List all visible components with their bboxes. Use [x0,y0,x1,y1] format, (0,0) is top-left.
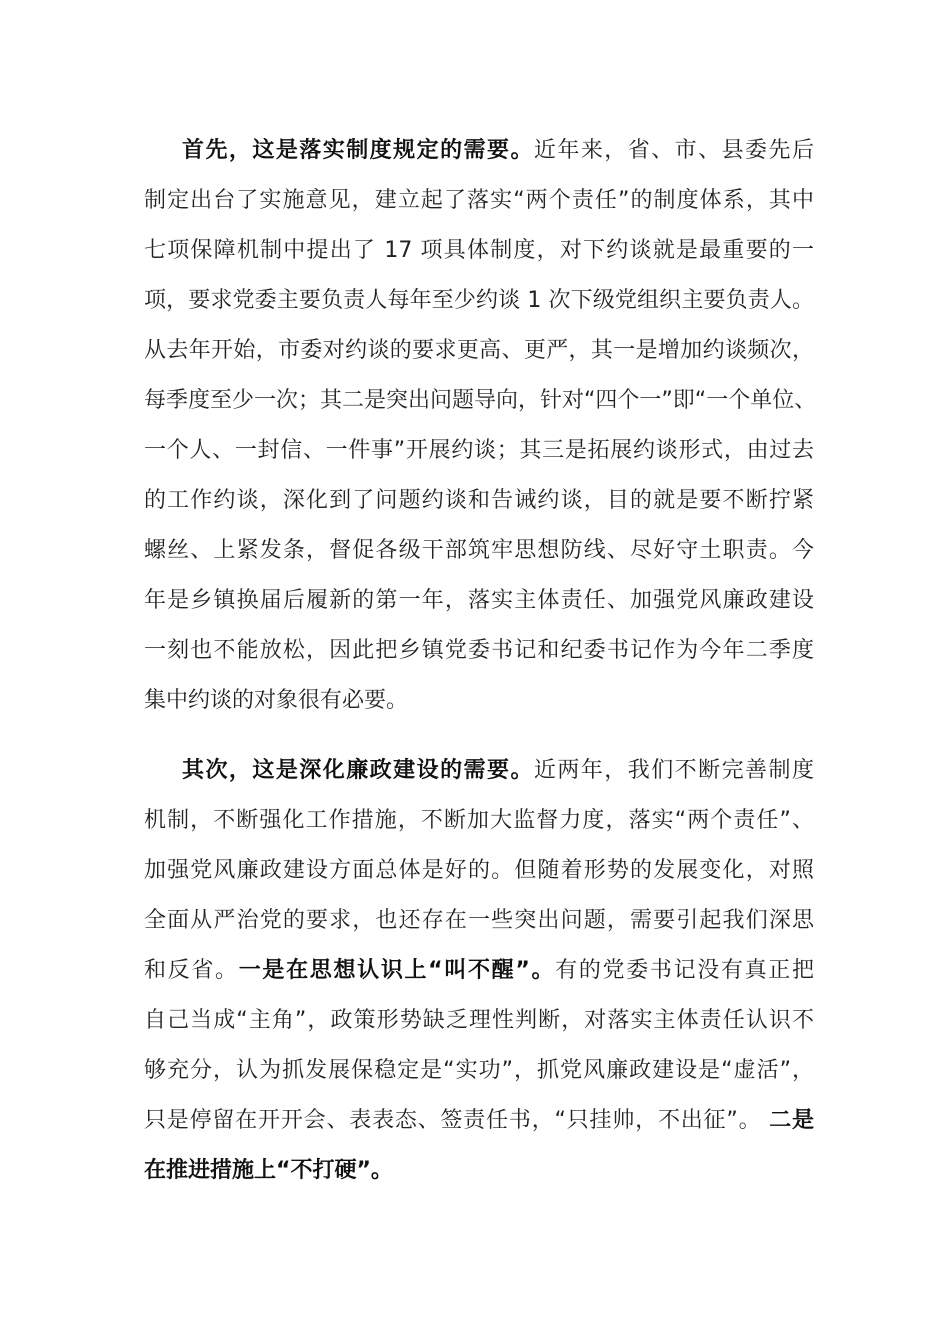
text-line: 项，要求党委主要负责人每年至少约谈 1 次下级党组织主要负责人。 [144,288,814,313]
text-line: 螺丝、上紧发条，督促各级干部筑牢思想防线、尽好守土职责。今 [144,538,814,563]
text-run: 近两年，我们不断完善制度 [533,758,814,783]
bold-point-2-cont: 在推进措施上“不打硬”。 [144,1158,393,1183]
paragraph-1 [144,126,817,726]
text-line [144,126,814,176]
text-line [144,1146,814,1196]
text-line: 一刻也不能放松，因此把乡镇党委书记和纪委书记作为今年二季度 [144,638,814,663]
text-line: 从去年开始，市委对约谈的要求更高、更严，其一是增加约谈频次， [144,338,814,363]
paragraph-heading: 首先，这是落实制度规定的需要。 [182,138,534,163]
bold-point-2: 二是 [769,1108,814,1133]
text-run: 近年来，省、市、县委先后 [533,138,814,163]
text-line: 制定出台了实施意见，建立起了落实“两个责任”的制度体系，其中 [144,188,814,213]
document-page [144,126,817,1216]
bold-point-1: 一是在思想认识上“叫不醒”。 [238,958,556,983]
text-line: 够充分，认为抓发展保稳定是“实功”，抓党风廉政建设是“虚活”， [144,1058,814,1083]
text-run: 有的党委书记没有真正把 [555,958,814,983]
text-line: 机制，不断强化工作措施，不断加大监督力度，落实“两个责任”、 [144,808,814,833]
text-line: 集中约谈的对象很有必要。 [144,688,409,713]
text-line [144,946,814,996]
text-line: 一个人、一封信、一件事”开展约谈；其三是拓展约谈形式，由过去 [144,438,814,463]
text-line [144,1096,814,1146]
text-run: 和反省。 [144,958,239,983]
text-line: 自己当成“主角”，政策形势缺乏理性判断，对落实主体责任认识不 [144,1008,814,1033]
text-line: 每季度至少一次；其二是突出问题导向，针对“四个一”即“一个单位、 [144,388,817,413]
paragraph-heading: 其次，这是深化廉政建设的需要。 [182,758,534,783]
text-line [144,746,814,796]
text-line: 的工作约谈，深化到了问题约谈和告诫约谈，目的就是要不断拧紧 [144,488,814,513]
text-line: 七项保障机制中提出了 17 项具体制度，对下约谈就是最重要的一 [144,238,814,263]
text-line: 加强党风廉政建设方面总体是好的。但随着形势的发展变化，对照 [144,858,814,883]
text-line: 年是乡镇换届后履新的第一年，落实主体责任、加强党风廉政建设 [144,588,814,613]
paragraph-2 [144,746,814,1196]
text-run: 只是停留在开开会、表表态、签责任书，“只挂帅，不出征”。 [144,1108,762,1133]
text-line: 全面从严治党的要求，也还存在一些突出问题，需要引起我们深思 [144,908,814,933]
